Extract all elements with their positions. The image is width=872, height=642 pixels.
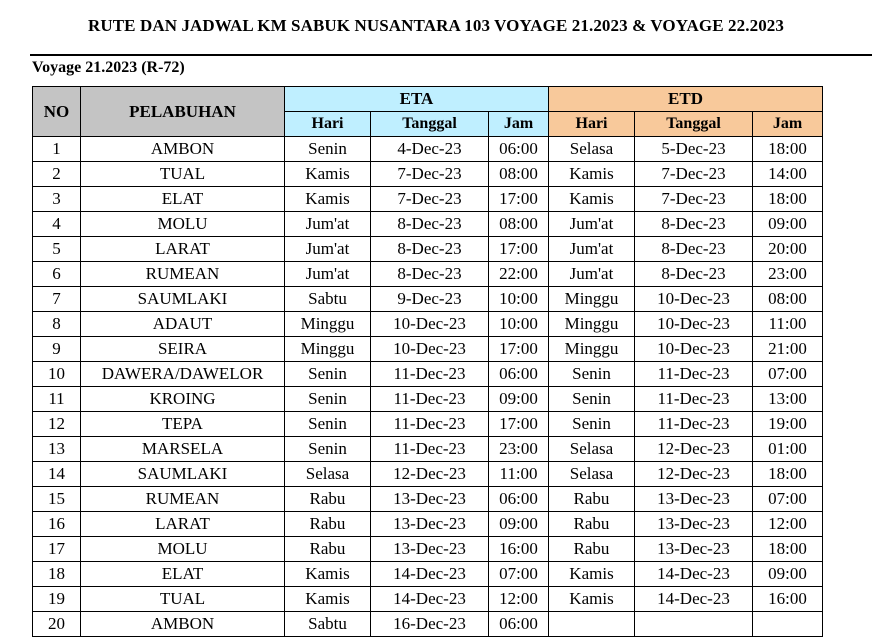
cell-eta-jam: 10:00 (489, 287, 549, 312)
document-title: RUTE DAN JADWAL KM SABUK NUSANTARA 103 VOYAGE 21.2023 & VOYAGE 22.2023 (87, 16, 784, 35)
cell-eta-tanggal: 13-Dec-23 (371, 487, 489, 512)
cell-no: 12 (33, 412, 81, 437)
header-eta-hari: Hari (285, 112, 371, 137)
cell-eta-jam: 12:00 (489, 587, 549, 612)
cell-etd-hari: Jum'at (549, 262, 635, 287)
cell-eta-tanggal: 8-Dec-23 (371, 262, 489, 287)
cell-eta-jam: 23:00 (489, 437, 549, 462)
cell-etd-tanggal: 13-Dec-23 (635, 537, 753, 562)
cell-eta-hari: Senin (285, 137, 371, 162)
cell-eta-hari: Kamis (285, 587, 371, 612)
cell-etd-tanggal: 12-Dec-23 (635, 437, 753, 462)
table-row (33, 337, 823, 362)
cell-eta-jam: 17:00 (489, 187, 549, 212)
cell-etd-tanggal: 5-Dec-23 (635, 137, 753, 162)
cell-etd-hari: Selasa (549, 437, 635, 462)
header-eta: ETA (285, 87, 549, 112)
cell-etd-hari: Jum'at (549, 212, 635, 237)
cell-pelabuhan: MARSELA (81, 437, 285, 462)
header-row-top (33, 87, 823, 112)
cell-etd-jam: 09:00 (753, 562, 823, 587)
cell-eta-tanggal: 13-Dec-23 (371, 512, 489, 537)
table-row (33, 212, 823, 237)
cell-pelabuhan: AMBON (81, 612, 285, 637)
cell-etd-hari: Minggu (549, 312, 635, 337)
table-row (33, 237, 823, 262)
cell-pelabuhan: MOLU (81, 537, 285, 562)
cell-etd-tanggal: 10-Dec-23 (635, 312, 753, 337)
cell-pelabuhan: SAUMLAKI (81, 287, 285, 312)
cell-etd-jam: 12:00 (753, 512, 823, 537)
cell-etd-hari: Kamis (549, 587, 635, 612)
cell-eta-tanggal: 16-Dec-23 (371, 612, 489, 637)
cell-etd-hari: Senin (549, 362, 635, 387)
cell-eta-jam: 17:00 (489, 412, 549, 437)
table-row (33, 162, 823, 187)
cell-eta-tanggal: 14-Dec-23 (371, 587, 489, 612)
cell-eta-tanggal: 12-Dec-23 (371, 462, 489, 487)
header-eta-tanggal: Tanggal (371, 112, 489, 137)
cell-etd-jam: 23:00 (753, 262, 823, 287)
cell-etd-jam: 18:00 (753, 537, 823, 562)
cell-etd-tanggal: 10-Dec-23 (635, 287, 753, 312)
cell-etd-jam: 21:00 (753, 337, 823, 362)
cell-eta-tanggal: 4-Dec-23 (371, 137, 489, 162)
cell-pelabuhan: TUAL (81, 162, 285, 187)
cell-etd-hari: Minggu (549, 287, 635, 312)
cell-etd-hari: Minggu (549, 337, 635, 362)
cell-etd-hari: Senin (549, 412, 635, 437)
cell-etd-hari: Rabu (549, 512, 635, 537)
cell-eta-jam: 07:00 (489, 562, 549, 587)
table-row (33, 512, 823, 537)
cell-eta-jam: 22:00 (489, 262, 549, 287)
cell-eta-hari: Senin (285, 362, 371, 387)
cell-etd-tanggal: 11-Dec-23 (635, 362, 753, 387)
cell-no: 20 (33, 612, 81, 637)
cell-etd-jam: 13:00 (753, 387, 823, 412)
cell-no: 14 (33, 462, 81, 487)
cell-pelabuhan: DAWERA/DAWELOR (81, 362, 285, 387)
cell-pelabuhan: TUAL (81, 587, 285, 612)
cell-no: 4 (33, 212, 81, 237)
cell-eta-hari: Jum'at (285, 212, 371, 237)
cell-etd-tanggal: 11-Dec-23 (635, 387, 753, 412)
cell-eta-tanggal: 8-Dec-23 (371, 237, 489, 262)
cell-eta-tanggal: 9-Dec-23 (371, 287, 489, 312)
cell-eta-jam: 17:00 (489, 237, 549, 262)
cell-etd-tanggal: 8-Dec-23 (635, 212, 753, 237)
cell-etd-jam: 14:00 (753, 162, 823, 187)
cell-pelabuhan: SEIRA (81, 337, 285, 362)
cell-eta-hari: Jum'at (285, 237, 371, 262)
cell-eta-tanggal: 11-Dec-23 (371, 387, 489, 412)
cell-no: 8 (33, 312, 81, 337)
cell-etd-tanggal: 14-Dec-23 (635, 587, 753, 612)
table-row (33, 537, 823, 562)
cell-etd-jam: 11:00 (753, 312, 823, 337)
cell-etd-hari: Jum'at (549, 237, 635, 262)
cell-pelabuhan: RUMEAN (81, 487, 285, 512)
cell-eta-tanggal: 11-Dec-23 (371, 437, 489, 462)
cell-eta-hari: Senin (285, 437, 371, 462)
cell-eta-jam: 09:00 (489, 387, 549, 412)
cell-eta-jam: 08:00 (489, 212, 549, 237)
cell-eta-hari: Selasa (285, 462, 371, 487)
cell-no: 9 (33, 337, 81, 362)
cell-eta-tanggal: 7-Dec-23 (371, 162, 489, 187)
cell-eta-hari: Rabu (285, 512, 371, 537)
cell-eta-hari: Rabu (285, 487, 371, 512)
cell-etd-tanggal: 7-Dec-23 (635, 162, 753, 187)
cell-no: 18 (33, 562, 81, 587)
cell-etd-jam (753, 612, 823, 637)
table-row (33, 187, 823, 212)
voyage-label: Voyage 21.2023 (R-72) (32, 59, 185, 76)
cell-etd-jam: 18:00 (753, 187, 823, 212)
cell-no: 15 (33, 487, 81, 512)
cell-no: 3 (33, 187, 81, 212)
cell-eta-hari: Kamis (285, 562, 371, 587)
cell-eta-jam: 16:00 (489, 537, 549, 562)
cell-eta-jam: 17:00 (489, 337, 549, 362)
cell-etd-hari: Senin (549, 387, 635, 412)
cell-etd-tanggal (635, 612, 753, 637)
cell-etd-jam: 07:00 (753, 487, 823, 512)
cell-no: 10 (33, 362, 81, 387)
table-body (33, 137, 823, 637)
cell-etd-jam: 16:00 (753, 587, 823, 612)
cell-eta-hari: Rabu (285, 537, 371, 562)
cell-eta-hari: Senin (285, 387, 371, 412)
cell-etd-jam: 19:00 (753, 412, 823, 437)
cell-eta-jam: 11:00 (489, 462, 549, 487)
cell-etd-hari: Rabu (549, 487, 635, 512)
table-row (33, 362, 823, 387)
table-row (33, 437, 823, 462)
cell-eta-hari: Jum'at (285, 262, 371, 287)
cell-eta-jam: 06:00 (489, 487, 549, 512)
cell-etd-hari: Selasa (549, 462, 635, 487)
cell-eta-tanggal: 14-Dec-23 (371, 562, 489, 587)
cell-eta-tanggal: 13-Dec-23 (371, 537, 489, 562)
cell-etd-hari: Kamis (549, 162, 635, 187)
cell-pelabuhan: AMBON (81, 137, 285, 162)
cell-eta-hari: Minggu (285, 312, 371, 337)
cell-pelabuhan: RUMEAN (81, 262, 285, 287)
table-row (33, 587, 823, 612)
cell-etd-tanggal: 10-Dec-23 (635, 337, 753, 362)
cell-pelabuhan: MOLU (81, 212, 285, 237)
cell-etd-tanggal: 12-Dec-23 (635, 462, 753, 487)
cell-etd-tanggal: 7-Dec-23 (635, 187, 753, 212)
cell-etd-jam: 20:00 (753, 237, 823, 262)
cell-etd-tanggal: 13-Dec-23 (635, 487, 753, 512)
table-row (33, 412, 823, 437)
table-row (33, 487, 823, 512)
cell-pelabuhan: LARAT (81, 237, 285, 262)
cell-pelabuhan: ELAT (81, 187, 285, 212)
cell-etd-tanggal: 11-Dec-23 (635, 412, 753, 437)
cell-eta-jam: 08:00 (489, 162, 549, 187)
cell-eta-tanggal: 10-Dec-23 (371, 337, 489, 362)
cell-pelabuhan: ADAUT (81, 312, 285, 337)
cell-no: 17 (33, 537, 81, 562)
cell-etd-jam: 01:00 (753, 437, 823, 462)
cell-etd-tanggal: 14-Dec-23 (635, 562, 753, 587)
header-etd: ETD (549, 87, 823, 112)
cell-eta-tanggal: 11-Dec-23 (371, 362, 489, 387)
cell-eta-hari: Kamis (285, 162, 371, 187)
cell-eta-tanggal: 11-Dec-23 (371, 412, 489, 437)
title-divider (30, 54, 872, 56)
cell-eta-jam: 10:00 (489, 312, 549, 337)
cell-eta-hari: Kamis (285, 187, 371, 212)
cell-eta-jam: 09:00 (489, 512, 549, 537)
cell-no: 16 (33, 512, 81, 537)
table-row (33, 262, 823, 287)
table-row (33, 312, 823, 337)
table-row (33, 387, 823, 412)
cell-no: 1 (33, 137, 81, 162)
header-etd-tanggal: Tanggal (635, 112, 753, 137)
cell-no: 6 (33, 262, 81, 287)
cell-etd-hari (549, 612, 635, 637)
cell-etd-jam: 18:00 (753, 137, 823, 162)
cell-eta-tanggal: 7-Dec-23 (371, 187, 489, 212)
cell-etd-jam: 09:00 (753, 212, 823, 237)
cell-eta-jam: 06:00 (489, 612, 549, 637)
table-row (33, 137, 823, 162)
header-eta-jam: Jam (489, 112, 549, 137)
cell-no: 7 (33, 287, 81, 312)
cell-eta-jam: 06:00 (489, 137, 549, 162)
cell-etd-hari: Kamis (549, 562, 635, 587)
cell-no: 11 (33, 387, 81, 412)
cell-etd-hari: Kamis (549, 187, 635, 212)
cell-eta-tanggal: 8-Dec-23 (371, 212, 489, 237)
cell-etd-jam: 18:00 (753, 462, 823, 487)
header-no: NO (33, 87, 81, 137)
cell-eta-hari: Senin (285, 412, 371, 437)
header-pelabuhan: PELABUHAN (81, 87, 285, 137)
cell-pelabuhan: ELAT (81, 562, 285, 587)
cell-etd-tanggal: 8-Dec-23 (635, 262, 753, 287)
header-etd-jam: Jam (753, 112, 823, 137)
table-row (33, 462, 823, 487)
cell-eta-tanggal: 10-Dec-23 (371, 312, 489, 337)
table-row (33, 287, 823, 312)
cell-etd-jam: 08:00 (753, 287, 823, 312)
schedule-table (32, 86, 823, 637)
cell-eta-hari: Sabtu (285, 612, 371, 637)
cell-etd-tanggal: 13-Dec-23 (635, 512, 753, 537)
cell-etd-jam: 07:00 (753, 362, 823, 387)
cell-eta-hari: Minggu (285, 337, 371, 362)
cell-etd-tanggal: 8-Dec-23 (635, 237, 753, 262)
cell-no: 2 (33, 162, 81, 187)
table-header (33, 87, 823, 137)
cell-pelabuhan: SAUMLAKI (81, 462, 285, 487)
cell-pelabuhan: LARAT (81, 512, 285, 537)
cell-eta-jam: 06:00 (489, 362, 549, 387)
cell-eta-hari: Sabtu (285, 287, 371, 312)
cell-no: 19 (33, 587, 81, 612)
cell-pelabuhan: TEPA (81, 412, 285, 437)
cell-pelabuhan: KROING (81, 387, 285, 412)
header-etd-hari: Hari (549, 112, 635, 137)
cell-etd-hari: Rabu (549, 537, 635, 562)
table-row (33, 612, 823, 637)
cell-etd-hari: Selasa (549, 137, 635, 162)
cell-no: 5 (33, 237, 81, 262)
table-row (33, 562, 823, 587)
cell-no: 13 (33, 437, 81, 462)
